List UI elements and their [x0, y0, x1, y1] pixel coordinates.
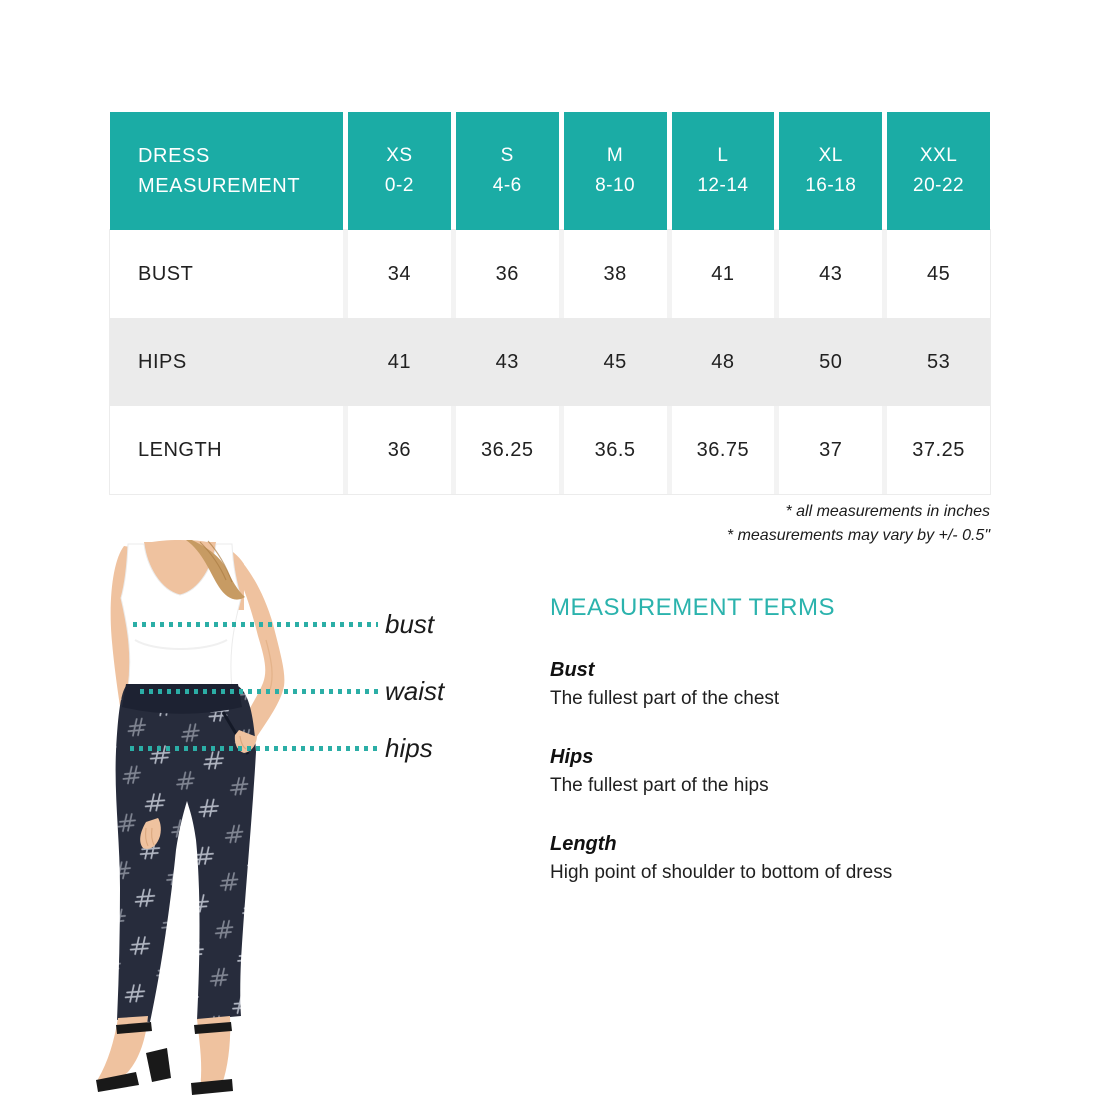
hips-line-label: hips: [385, 733, 433, 763]
bust-xxl-value: 45: [887, 230, 990, 318]
term-name-hips: Hips: [550, 746, 594, 768]
length-xs-value: 36: [348, 406, 451, 494]
term-length: [550, 832, 1010, 885]
size-name: L: [717, 145, 729, 166]
bust-line-label: bust: [385, 609, 435, 639]
size-range: 20-22: [913, 175, 965, 196]
size-name: XS: [386, 145, 413, 166]
length-l-value: 36.75: [672, 406, 775, 494]
bust-xl-value: 43: [779, 230, 882, 318]
size-range: 12-14: [697, 175, 749, 196]
term-desc-length: High point of shoulder to bottom of dress: [550, 862, 893, 883]
size-chart-table: [110, 112, 990, 494]
table-row-hips: [110, 318, 990, 406]
length-xl-value: 37: [779, 406, 882, 494]
size-name: M: [606, 145, 624, 166]
footnote-variance: * measurements may vary by +/- 0.5": [726, 527, 990, 544]
size-range: 8-10: [595, 175, 636, 196]
table-body: [110, 230, 990, 494]
bust-l-value: 41: [672, 230, 775, 318]
table-row-bust: [110, 230, 990, 318]
waist-line-label: waist: [385, 676, 445, 706]
size-column-header-xxl: [887, 112, 990, 230]
size-column-header-s: [456, 112, 559, 230]
footnotes: [550, 500, 990, 548]
size-column-header-xs: [348, 112, 451, 230]
measurement-terms-heading: MEASUREMENT TERMS: [550, 594, 835, 621]
term-bust: [550, 658, 1010, 711]
table-header-row: [110, 112, 990, 230]
hips-measure-line: [130, 746, 378, 751]
term-hips: [550, 745, 1010, 798]
bust-s-value: 36: [456, 230, 559, 318]
table-title-cell: [110, 112, 343, 230]
size-range: 16-18: [805, 175, 857, 196]
size-name: XL: [818, 145, 843, 166]
size-column-header-m: [564, 112, 667, 230]
row-label-bust: BUST: [110, 230, 343, 318]
bust-measure-line: [133, 622, 378, 627]
footnote-units: * all measurements in inches: [785, 503, 990, 520]
table-title-line2: MEASUREMENT: [138, 175, 301, 197]
size-range: 4-6: [492, 175, 522, 196]
bust-xs-value: 34: [348, 230, 451, 318]
term-name-length: Length: [550, 833, 617, 855]
bust-m-value: 38: [564, 230, 667, 318]
hips-l-value: 48: [711, 350, 735, 373]
term-desc-hips: The fullest part of the hips: [550, 775, 769, 796]
length-s-value: 36.25: [456, 406, 559, 494]
term-desc-bust: The fullest part of the chest: [550, 688, 780, 709]
row-label-length: LENGTH: [110, 406, 343, 494]
row-label-hips: HIPS: [138, 350, 187, 373]
table-title-line1: DRESS: [138, 145, 210, 167]
hips-m-value: 45: [603, 350, 627, 373]
size-name: S: [500, 145, 514, 166]
size-range: 0-2: [384, 175, 414, 196]
term-name-bust: Bust: [550, 659, 595, 681]
length-xxl-value: 37.25: [887, 406, 990, 494]
hips-s-value: 43: [495, 350, 519, 373]
length-m-value: 36.5: [564, 406, 667, 494]
hips-xxl-value: 53: [926, 350, 951, 373]
measurement-terms-section: [550, 593, 1010, 919]
table-row-length: [110, 406, 990, 494]
size-column-header-l: [672, 112, 775, 230]
hips-xs-value: 41: [387, 350, 412, 373]
size-column-header-xl: [779, 112, 882, 230]
waist-measure-line: [140, 689, 378, 694]
hips-xl-value: 50: [819, 350, 843, 373]
size-name: XXL: [919, 145, 958, 166]
